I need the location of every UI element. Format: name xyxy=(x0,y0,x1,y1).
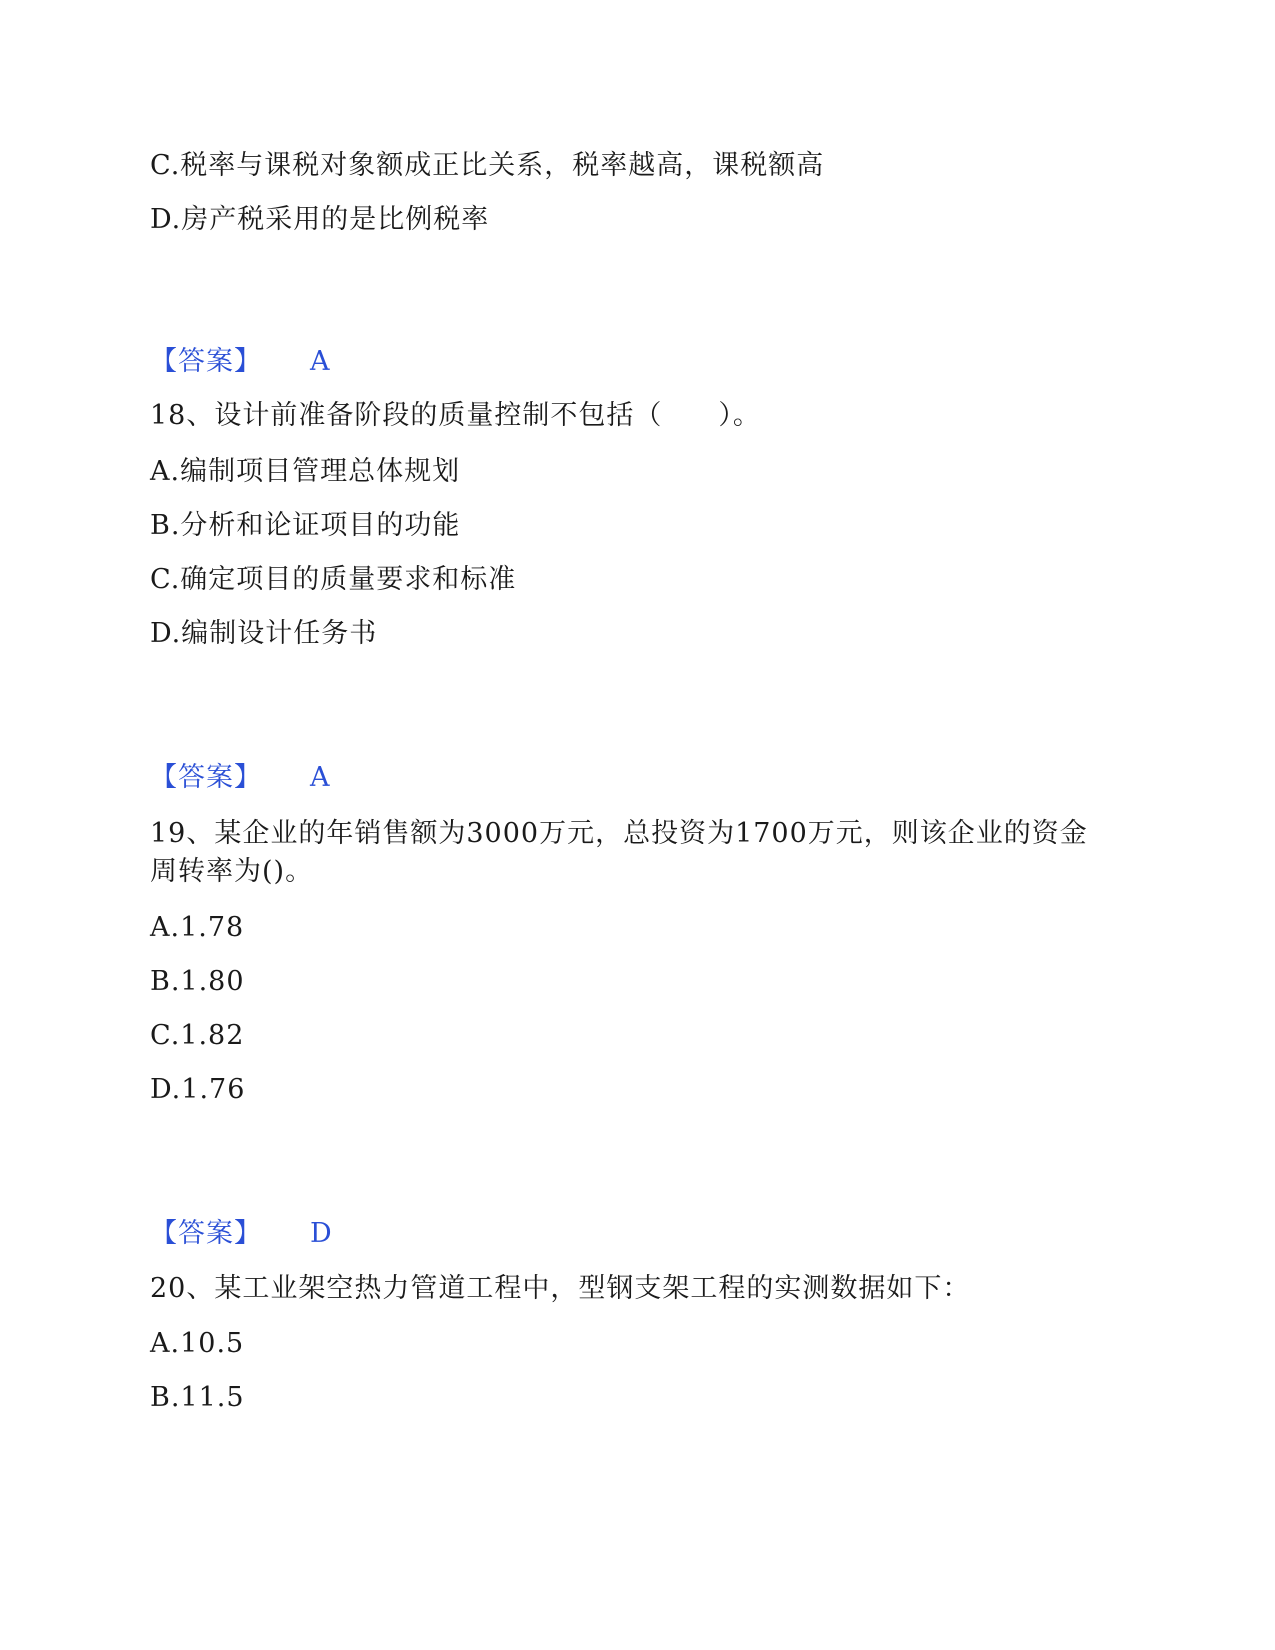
q19-answer xyxy=(150,1214,333,1254)
q20-option-b: B.11.5 xyxy=(150,1382,245,1413)
q18-option-c: C.确定项目的质量要求和标准 xyxy=(150,564,517,595)
q19-option-b: B.1.80 xyxy=(150,966,245,997)
answer-label: 【答案】 xyxy=(150,1218,262,1249)
q19-option-a: A.1.78 xyxy=(150,912,245,943)
q19-option-c: C.1.82 xyxy=(150,1020,245,1051)
q18-option-b: B.分析和论证项目的功能 xyxy=(150,510,461,541)
q20-question: 20、某工业架空热力管道工程中，型钢支架工程的实测数据如下： xyxy=(150,1273,971,1304)
answer-label: 【答案】 xyxy=(150,346,262,377)
q17-option-c: C.税率与课税对象额成正比关系，税率越高，课税额高 xyxy=(150,150,825,181)
q20-option-a: A.10.5 xyxy=(150,1328,245,1359)
q18-answer xyxy=(150,758,331,798)
q18-option-d: D.编制设计任务书 xyxy=(150,618,378,649)
answer-value: A xyxy=(310,346,331,377)
q18-question: 18、设计前准备阶段的质量控制不包括（ ）。 xyxy=(150,400,761,431)
answer-label: 【答案】 xyxy=(150,762,262,793)
q18-option-a: A.编制项目管理总体规划 xyxy=(150,456,461,487)
answer-value: D xyxy=(310,1218,333,1249)
q19-option-d: D.1.76 xyxy=(150,1074,246,1105)
q17-option-d: D.房产税采用的是比例税率 xyxy=(150,204,490,235)
answer-value: A xyxy=(310,762,331,793)
q19-question-line1: 19、某企业的年销售额为3000万元，总投资为1700万元，则该企业的资金 xyxy=(150,818,1088,849)
q19-question-line2: 周转率为()。 xyxy=(150,856,314,887)
q17-answer xyxy=(150,342,331,382)
